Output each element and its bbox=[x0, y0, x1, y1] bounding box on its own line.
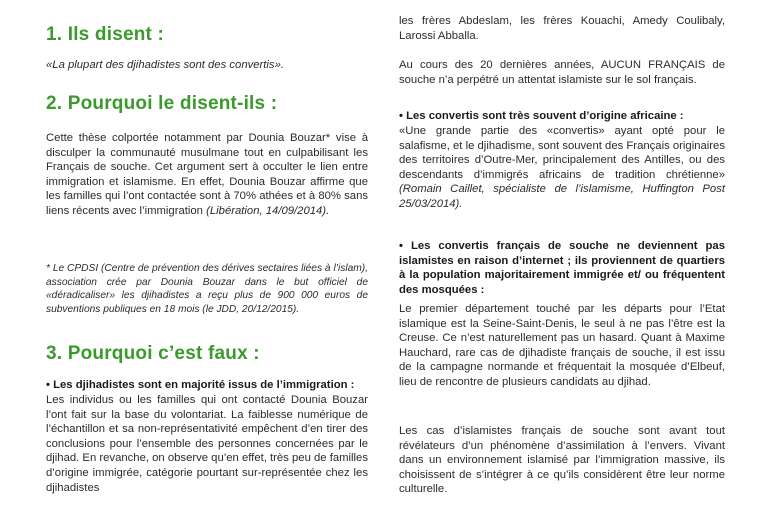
bullet-africaine-quote: «Une grande partie des «convertis» ayant opté pour le salafisme, et le djihadisme, sont souvent des Français originaires des territoires d’Outre-Mer, principalement des Antilles, ou des descendants d’immigrés africains de tradition chrétienne» bbox=[399, 125, 725, 181]
quote-text: «La plupart des djihadistes sont des convertis». bbox=[46, 59, 285, 71]
paragraph-these-text: Cette thèse colportée notamment par Dounia Bouzar* vise à disculper la communauté musulmane tout en culpabilisant les Français de souche. Cet argument sert à occulter le lien entre immigration et islamisme. En effet, Dounia Bouzar affirme que les familles qui l’ont contactée sont à 70% athées et à 80% sans liens récents avec l’immigration bbox=[46, 132, 368, 217]
heading-pourquoi-disent: 2. Pourquoi le disent-ils : bbox=[46, 93, 278, 114]
source-caillet: (Romain Caillet, spécialiste de l’islamisme, Huffington Post 25/03/2014). bbox=[399, 183, 725, 210]
source-liberation: (Libération, 14/09/2014). bbox=[206, 204, 330, 217]
bullet-immigration-text: Les individus ou les familles qui ont contacté Dounia Bouzar l’ont fait sur la base du volontariat. La faiblesse numérique de l’échantillon et sa non-représentativité empêchent d’en tirer des conclusions pour l’ensemble des personnes concernées par le djihad. En revanche, on observe qu’en effet, très peu de familles d’origine immigrée, catégorie pourtant sur-représentée chez les djihadistes bbox=[46, 394, 368, 494]
footnote-cpdsi: * Le CPDSI (Centre de prévention des dérives sectaires liées à l’islam), association crée par Dounia Bouzar dans le but officiel de «déradicaliser» les djihadistes a reçu plus de 900 000 euros de subventions publiques en 18 mois (le JDD, 20/12/2015). bbox=[46, 263, 368, 315]
paragraph-assimilation: Les cas d’islamistes français de souche sont avant tout révélateurs d’un phénomène d’assimilation à l’envers. Vivant dans un environnement islamisé par l’immigration massive, ils choisissent de s’intégrer à ce qu’ils considèrent être leur norme culturelle. bbox=[399, 425, 725, 496]
heading-pourquoi-faux: 3. Pourquoi c’est faux : bbox=[46, 343, 260, 364]
bullet-immigration-title: • Les djihadistes sont en majorité issus de l’immigration : bbox=[46, 379, 355, 391]
bullet-souche-title: • Les convertis français de souche ne deviennent pas islamistes en raison d’internet ; ils proviennent de quartiers à la population majoritairement immigrée et/ ou fréquentent des mosquées : bbox=[399, 240, 725, 296]
bullet-souche-text: Le premier département touché par les départs pour l’Etat islamique est la Seine-Saint-Denis, le seul à ne pas l’être est la Creuse. Ce n’est naturellement pas un hasard. Quant à Maxime Hauchard, rare cas de djihadiste français de souche, il est issu de la campagne normande et fréquentait la mosquée d’Elbeuf, lieu de rencontre de plusieurs candidats au djihad. bbox=[399, 303, 725, 388]
heading-ils-disent: 1. Ils disent : bbox=[46, 24, 165, 45]
bullet-africaine-title: • Les convertis sont très souvent d’origine africaine : bbox=[399, 110, 684, 122]
bullet-africaine-text bbox=[399, 124, 725, 212]
paragraph-these bbox=[46, 131, 368, 219]
paragraph-names: les frères Abdeslam, les frères Kouachi, Amedy Coulibaly, Larossi Abballa. bbox=[399, 15, 725, 42]
paragraph-20-years: Au cours des 20 dernières années, AUCUN FRANÇAIS de souche n’a perpétré un attentat islamiste sur le sol français. bbox=[399, 59, 725, 86]
